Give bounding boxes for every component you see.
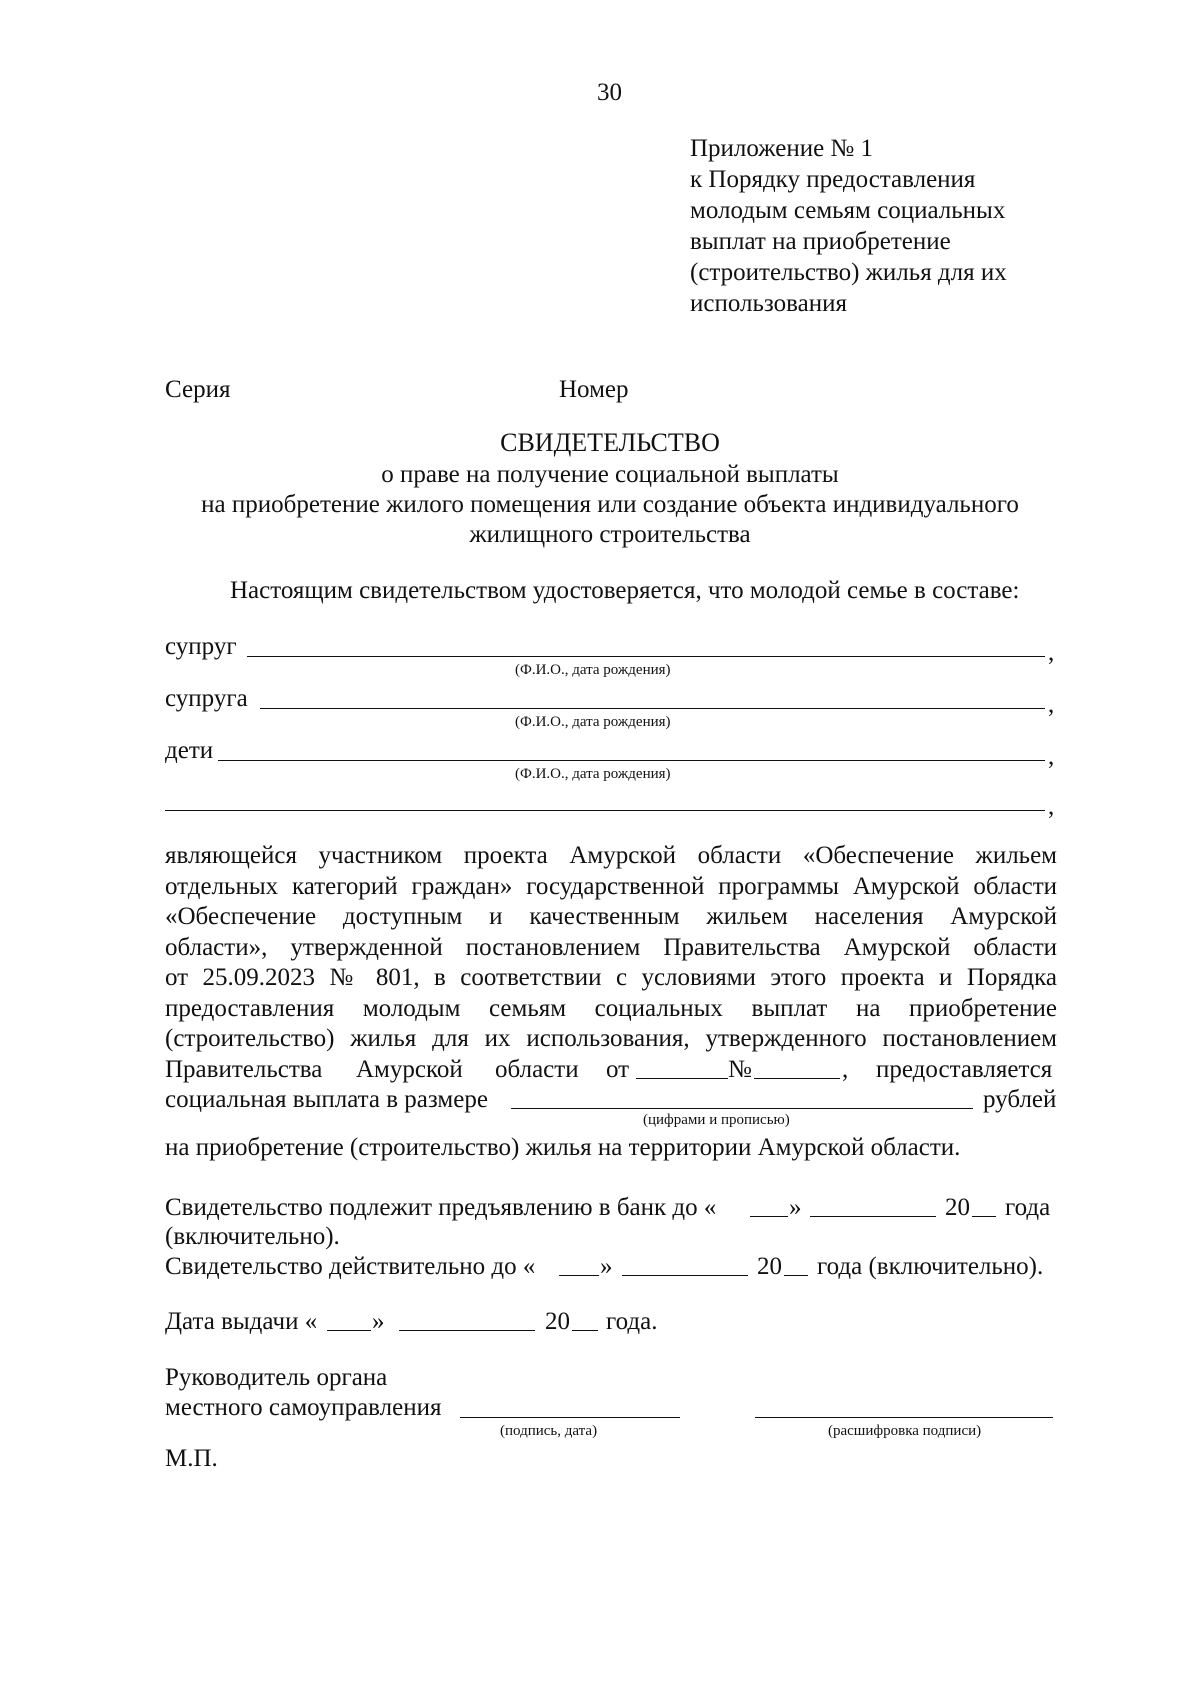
comma: , bbox=[1048, 793, 1055, 820]
appendix-line: выплат на приобретение bbox=[690, 228, 951, 255]
valid-until-text: Свидетельство действительно до « bbox=[165, 1253, 536, 1280]
issue-month-line[interactable] bbox=[399, 1330, 535, 1331]
intro-text: Настоящим свидетельством удостоверяется, что молодой семье в составе: bbox=[230, 577, 1020, 604]
quote-close: » bbox=[789, 1194, 802, 1221]
body-line-8-g: предоставляется bbox=[876, 1056, 1053, 1083]
resolution-number-line[interactable] bbox=[754, 1078, 840, 1079]
spouse-f-line[interactable] bbox=[260, 708, 1045, 709]
bank-day-line[interactable] bbox=[750, 1216, 788, 1217]
appendix-line: использования bbox=[690, 290, 847, 317]
body-line-8-c: области bbox=[495, 1056, 579, 1083]
body-paragraph bbox=[165, 841, 1057, 1055]
children-label: дети bbox=[165, 737, 214, 764]
issue-year-line[interactable] bbox=[572, 1330, 598, 1331]
body-line: предоставления молодым семьям социальных выплат на приобретение bbox=[165, 994, 1057, 1022]
body-line: «Обеспечение доступным и качественным жильем населения Амурской bbox=[165, 903, 1057, 930]
children-line[interactable] bbox=[218, 760, 1045, 761]
body-line: являющейся участником проекта Амурской области «Обеспечение жильем bbox=[165, 842, 1057, 869]
body-line-8-b: Амурской bbox=[356, 1056, 463, 1083]
year-prefix: 20 bbox=[945, 1194, 970, 1221]
resolution-date-line[interactable] bbox=[636, 1078, 728, 1079]
signatory-role-2: местного самоуправления bbox=[165, 1394, 442, 1421]
certificate-title: СВИДЕТЕЛЬСТВО bbox=[500, 428, 720, 457]
year-inclusive: года (включительно). bbox=[817, 1253, 1044, 1280]
body-line-8-e: № bbox=[728, 1056, 752, 1083]
name-decoding-hint: (расшифровка подписи) bbox=[828, 1423, 982, 1439]
issue-date-text: Дата выдачи « bbox=[165, 1308, 318, 1335]
body-line: области», утвержденной постановлением Правительства Амурской области bbox=[165, 933, 1057, 961]
stamp-place: М.П. bbox=[165, 1445, 218, 1472]
title-line-1: о праве на получение социальной выплаты bbox=[381, 461, 839, 488]
body-line-10: на приобретение (строительство) жилья на территории Амурской области. bbox=[165, 1134, 961, 1161]
appendix-block bbox=[690, 133, 1007, 319]
issue-day-line[interactable] bbox=[327, 1330, 371, 1331]
amount-line[interactable] bbox=[511, 1108, 973, 1109]
body-line: от 25.09.2023 № 801, в соответствии с условиями этого проекта и Порядка bbox=[165, 964, 1057, 991]
year-prefix: 20 bbox=[757, 1253, 782, 1280]
number-label: Номер bbox=[559, 376, 629, 403]
signatory-role-1: Руководитель органа bbox=[165, 1364, 388, 1391]
spouse-m-line[interactable] bbox=[247, 656, 1045, 657]
body-line-9-a: социальная выплата в размере bbox=[165, 1086, 488, 1113]
body-line-8-d: от bbox=[606, 1056, 630, 1083]
quote-close: » bbox=[600, 1253, 613, 1280]
page-number: 30 bbox=[597, 79, 622, 106]
bank-deadline-text: Свидетельство подлежит предъявлению в банк до « bbox=[165, 1194, 717, 1221]
inclusive-note: (включительно). bbox=[165, 1223, 340, 1250]
comma: , bbox=[1048, 691, 1055, 718]
field-hint: (Ф.И.О., дата рождения) bbox=[515, 714, 671, 730]
signature-hint: (подпись, дата) bbox=[500, 1423, 598, 1439]
comma: , bbox=[1048, 639, 1055, 666]
signature-line[interactable] bbox=[460, 1417, 680, 1418]
appendix-line: (строительство) жилья для их bbox=[690, 259, 1007, 286]
year-prefix: 20 bbox=[545, 1308, 570, 1335]
name-decoding-line[interactable] bbox=[755, 1417, 1053, 1418]
valid-month-line[interactable] bbox=[622, 1275, 748, 1276]
title-line-2: на приобретение жилого помещения или создание объекта индивидуального bbox=[201, 491, 1019, 518]
series-label: Серия bbox=[165, 376, 231, 403]
body-line-8-a: Правительства bbox=[165, 1056, 323, 1083]
body-line: отдельных категорий граждан» государственной программы Амурской области bbox=[165, 872, 1057, 900]
title-line-3: жилищного строительства bbox=[469, 521, 751, 548]
field-hint: (Ф.И.О., дата рождения) bbox=[515, 766, 671, 782]
amount-hint: (цифрами и прописью) bbox=[643, 1112, 790, 1128]
appendix-line: Приложение № 1 bbox=[690, 135, 874, 162]
bank-month-line[interactable] bbox=[810, 1216, 936, 1217]
appendix-line: молодым семьям социальных bbox=[690, 197, 1006, 224]
bank-year-line[interactable] bbox=[972, 1216, 996, 1217]
valid-day-line[interactable] bbox=[559, 1275, 599, 1276]
year-word: года bbox=[1005, 1194, 1051, 1221]
valid-year-line[interactable] bbox=[784, 1275, 808, 1276]
spouse-f-label: супруга bbox=[165, 685, 248, 712]
body-line-8-f: , bbox=[842, 1056, 849, 1083]
appendix-line: к Порядку предоставления bbox=[690, 166, 976, 193]
issue-year-word: года. bbox=[606, 1308, 658, 1335]
spouse-m-label: супруг bbox=[165, 633, 237, 660]
body-line: (строительство) жилья для их использования, утвержденного постановлением bbox=[165, 1025, 1057, 1052]
quote-close: » bbox=[372, 1308, 385, 1335]
children-extra-line[interactable] bbox=[165, 810, 1045, 811]
body-line-9-b: рублей bbox=[983, 1086, 1057, 1113]
comma: , bbox=[1048, 743, 1055, 770]
field-hint: (Ф.И.О., дата рождения) bbox=[515, 662, 671, 678]
